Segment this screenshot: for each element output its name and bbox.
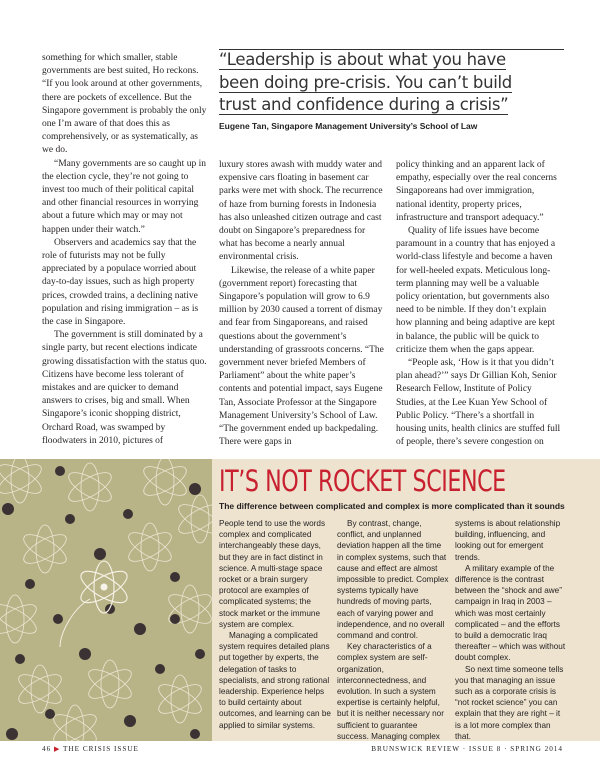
- pull-quote-line: been doing pre-crisis. You can’t build: [219, 72, 512, 92]
- paragraph: “Many governments are so caught up in the election cycle, they’re not going to invest too much of their political capital and other financial resources in worrying about a future which may or may not happen under their watch.”: [42, 158, 206, 235]
- atom-dot: [45, 709, 55, 719]
- atom-dot: [94, 548, 106, 560]
- atom-dot: [155, 664, 165, 674]
- page-footer: [42, 745, 563, 759]
- paragraph: Quality of life issues have become paramount in a country that has enjoyed a world-class lifestyle and become a haven for well-heeled expats. Meticulous long-term planning may well be a valuable policy orientation, but governments also need to be nimble. If they don’t explain how planning and being adaptive are kept in balance, the public will be quick to criticize them when the gaps appear.: [396, 226, 556, 355]
- pull-quote-text: [219, 49, 564, 117]
- publication-info: BRUNSWICK REVIEW · ISSUE 8 · SPRING 2014: [371, 745, 563, 753]
- paragraph: Observers and academics say that the role of futurists may not be fully appreciated by a populace worried about day-to-day issues, such as high property prices, crowded trains, a declining native population and rising immigration – as is the case in Singapore.: [42, 237, 199, 328]
- atom-dot: [65, 514, 75, 524]
- atom-dot: [195, 649, 205, 659]
- paragraph: luxury stores awash with muddy water and expensive cars floating in basement car parks were met with shock. The recurrence of haze from burning forests in Indonesia has also unleashed citizen outrage and cast doubt on Singapore’s preparedness for what has become a nearly annual environmental crisis.: [219, 160, 383, 263]
- triangle-right-icon: ▶: [53, 745, 61, 753]
- atom-dot: [2, 503, 14, 515]
- sidebar-title: IT’S NOT ROCKET SCIENCE: [219, 464, 506, 498]
- pull-quote-attribution: Eugene Tan, Singapore Management University’s School of Law: [219, 120, 478, 131]
- atom-dot: [55, 466, 65, 476]
- paragraph: “People ask, ‘How is it that you didn’t plan ahead?’” says Dr Gillian Koh, Senior Research Fellow, Institute of Policy Studies, at the Lee Kuan Yew School of Public Policy. “There’s a shortfall in housing units, health clinics are stuffed full of people, there’s severe congestion on: [396, 358, 561, 448]
- atom-dot: [124, 715, 136, 727]
- paragraph: People tend to use the words complex and complicated interchangeably these days, but they are in fact distinct in science. A multi-stage space rocket or a brain surgery protocol are examples of complicated systems; the stock market or the immune system are complex.: [219, 519, 326, 629]
- sidebar-column-1: [219, 518, 331, 731]
- paragraph: policy thinking and an apparent lack of empathy, especially over the real concerns Singaporeans had over immigration, national identity, property prices, infrastructure and transport adequacy.”: [396, 160, 557, 223]
- atom-dot: [170, 572, 180, 582]
- footer-left: [42, 745, 139, 753]
- atom-dot: [25, 579, 35, 589]
- pull-quote: [219, 49, 564, 131]
- atom-dot: [170, 614, 180, 624]
- body-column-1: [42, 52, 208, 456]
- atom-dot: [123, 509, 133, 519]
- paragraph: By contrast, change, conflict, and unplanned deviation happen all the time in complex systems, such that cause and effect are almost impossible to predict. Complex systems typically have hundreds of moving parts, each of varying power and independence, and no overall command and control.: [337, 519, 449, 641]
- atom-dot: [6, 728, 18, 740]
- paragraph: something for which smaller, stable governments are best suited, Ho reckons. “If you look around at other governments, there are pockets of excellence. But the Singapore government is probably the only one I’m aware of that does this as comprehensively, or as systematically, as we do.: [42, 53, 207, 156]
- paragraph: Managing a complicated system requires detailed plans put together by experts, the delegation of tasks to specialists, and strong rational leadership. Experience helps to build certainty about outcomes, and learning can be applied to similar systems.: [219, 631, 331, 730]
- atom-dot: [53, 614, 63, 624]
- atom-pattern-illustration: [0, 459, 212, 741]
- paragraph: A military example of the difference is the contrast between the “shock and awe” campaign in Iraq in 2003 – which was most certainly complicated – and the efforts to build a democratic Iraq thereafter – which was without doubt complex.: [455, 563, 566, 663]
- pull-quote-line: “Leadership is about what you have: [219, 50, 506, 69]
- body-column-3: [396, 159, 562, 456]
- paragraph: The government is still dominated by a single party, but recent elections indicate growing dissatisfaction with the status quo. Citizens have become less tolerant of mistakes and are quicker to demand answers to crises, big and small. When Singapore’s iconic shopping district, Orchard Road, was swamped by floodwaters in 2010, pictures of: [42, 330, 207, 446]
- atom-dot: [134, 623, 146, 635]
- paragraph: Key characteristics of a complex system are self-organization, interconnectedness, and evolution. In such a system expertise is certainly helpful, but it is neither necessary nor sufficient to guarantee success. Managing complex: [337, 642, 444, 741]
- paragraph: So next time someone tells you that managing an issue such as a corporate crisis is “not rocket science” you can explain that they are right – it is a lot more complex than that.: [455, 664, 564, 741]
- sidebar-dek: The difference between complicated and complex is more complicated than it sounds: [219, 501, 565, 511]
- body-column-2: [219, 159, 385, 456]
- pull-quote-line: trust and confidence during a crisis”: [219, 95, 509, 114]
- section-name: THE CRISIS ISSUE: [63, 745, 139, 753]
- atom-dot: [15, 654, 25, 664]
- atom-dot: [79, 648, 91, 660]
- paragraph: systems is about relationship building, influencing, and looking out for emergent trends.: [455, 519, 561, 562]
- sidebar-column-3: [455, 518, 567, 742]
- paragraph: Likewise, the release of a white paper (government report) forecasting that Singapore’s population will grow to 6.9 million by 2030 caused a torrent of dismay and fear from Singaporeans, and raised questions about the government’s understanding of grassroots concerns. “The government never briefed Members of Parliament” about the white paper’s contents and potential impact, says Eugene Tan, Associate Professor at the Singapore Management University’s School of Law. “The government ended up backpedaling. There were gaps in: [219, 265, 384, 448]
- atom-dot: [190, 729, 200, 739]
- sidebar-column-2: [337, 518, 449, 742]
- page-number: 46: [42, 745, 52, 753]
- atom-dot: [189, 483, 201, 495]
